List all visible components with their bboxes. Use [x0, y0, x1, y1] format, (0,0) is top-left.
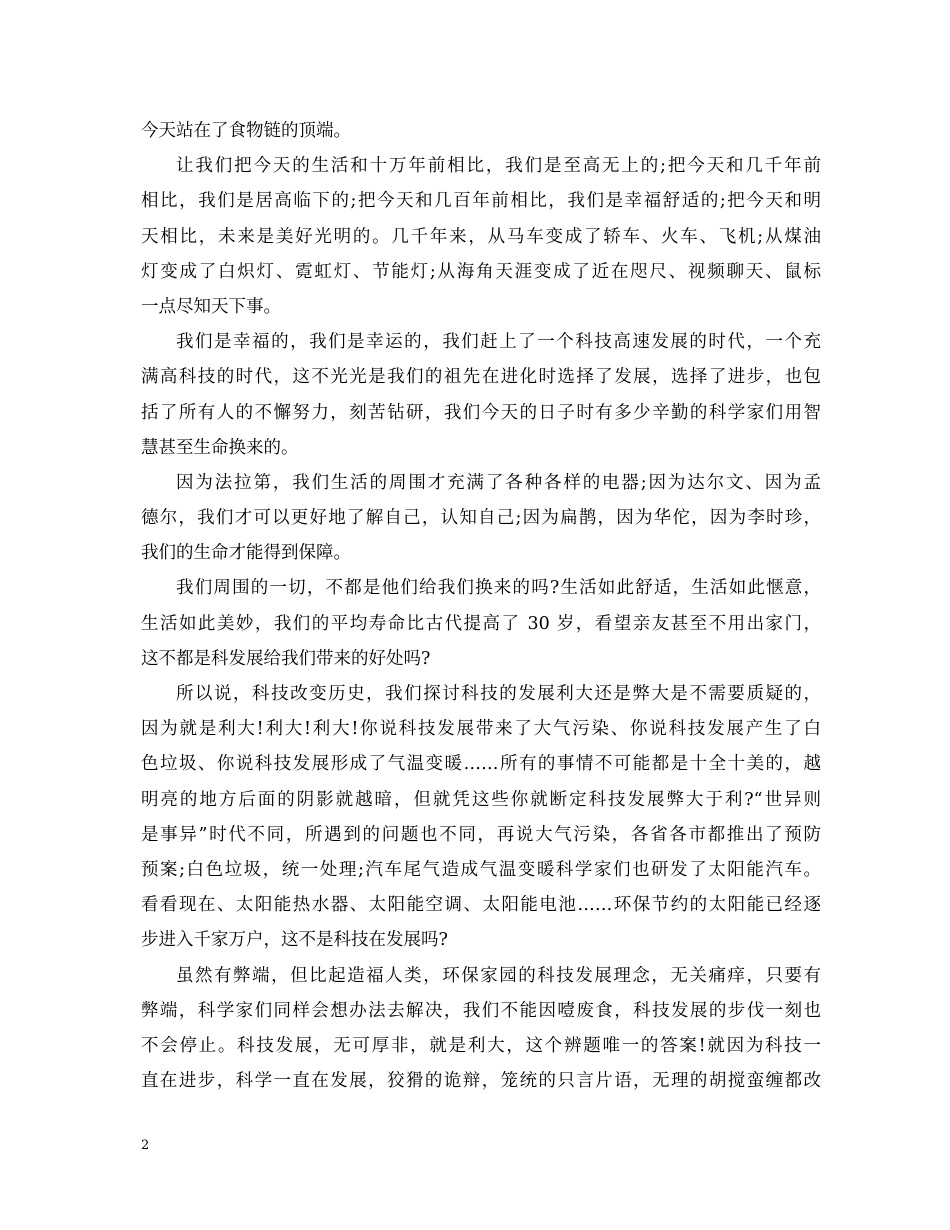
text-line: 预案;白色垃圾，统一处理;汽车尾气造成气温变暖科学家们也研发了太阳能汽车。 — [141, 859, 821, 880]
text-line: 看看现在、太阳能热水器、太阳能空调、太阳能电池……环保节约的太阳能已经逐 — [141, 895, 821, 916]
text-line: 我们的生命才能得到保障。 — [141, 543, 351, 564]
text-line: 直在进步，科学一直在发展，狡猾的诡辩，笼统的只言片语，无理的胡搅蛮缠都改 — [141, 1071, 821, 1092]
page-number: 2 — [141, 1138, 150, 1153]
text-line: 这不都是科发展给我们带来的好处吗? — [141, 648, 431, 669]
text-line: 今天站在了食物链的顶端。 — [141, 121, 351, 141]
body-text — [141, 114, 821, 1099]
text-line: 是事异”时代不同，所遇到的问题也不同，再说大气污染，各省各市都推出了预防 — [141, 824, 821, 845]
text-line: 色垃圾、你说科技发展形成了气温变暖……所有的事情不可能都是十全十美的，越 — [141, 754, 821, 775]
text-line: 因为就是利大!利大!利大!你说科技发展带来了大气污染、你说科技发展产生了白 — [141, 719, 821, 740]
text-line: 步进入千家万户，这不是科技在发展吗? — [141, 930, 448, 951]
text-line: 虽然有弊端，但比起造福人类，环保家园的科技发展理念，无关痛痒，只要有 — [176, 965, 821, 986]
text-line: 弊端，科学家们同样会想办法去解决，我们不能因噎废食，科技发展的步伐一刻也 — [141, 1000, 821, 1021]
text-line: 让我们把今天的生活和十万年前相比，我们是至高无上的;把今天和几千年前 — [176, 156, 821, 177]
text-line: 我们周围的一切，不都是他们给我们换来的吗?生活如此舒适，生活如此惬意， — [176, 578, 821, 599]
text-line: 满高科技的时代，这不光光是我们的祖先在进化时选择了发展，选择了进步，也包 — [141, 367, 821, 388]
text-line: 相比，我们是居高临下的;把今天和几百年前相比，我们是幸福舒适的;把今天和明 — [141, 191, 821, 212]
text-line: 慧甚至生命换来的。 — [141, 437, 299, 458]
text-line: 所以说，科技改变历史，我们探讨科技的发展利大还是弊大是不需要质疑的， — [176, 684, 821, 704]
text-line: 一点尽知天下事。 — [141, 296, 281, 317]
text-line: 灯变成了白炽灯、霓虹灯、节能灯;从海角天涯变成了近在咫尺、视频聊天、鼠标 — [141, 261, 821, 282]
text-line: 不会停止。科技发展，无可厚非，就是利大，这个辨题唯一的答案!就因为科技一 — [141, 1035, 821, 1056]
text-line: 生活如此美妙，我们的平均寿命比古代提高了 30 岁，看望亲友甚至不用出家门， — [141, 613, 821, 634]
text-line: 我们是幸福的，我们是幸运的，我们赶上了一个科技高速发展的时代，一个充 — [176, 332, 821, 353]
text-line: 德尔，我们才可以更好地了解自己，认知自己;因为扁鹊，因为华佗，因为李时珍， — [141, 508, 821, 529]
text-line: 天相比，未来是美好光明的。几千年来，从马车变成了轿车、火车、飞机;从煤油 — [141, 226, 821, 247]
text-line: 因为法拉第，我们生活的周围才充满了各种各样的电器;因为达尔文、因为孟 — [176, 472, 821, 493]
text-line: 明亮的地方后面的阴影就越暗，但就凭这些你就断定科技发展弊大于利?“世异则 — [141, 789, 821, 810]
text-line: 括了所有人的不懈努力，刻苦钻研，我们今天的日子时有多少辛勤的科学家们用智 — [141, 402, 821, 423]
